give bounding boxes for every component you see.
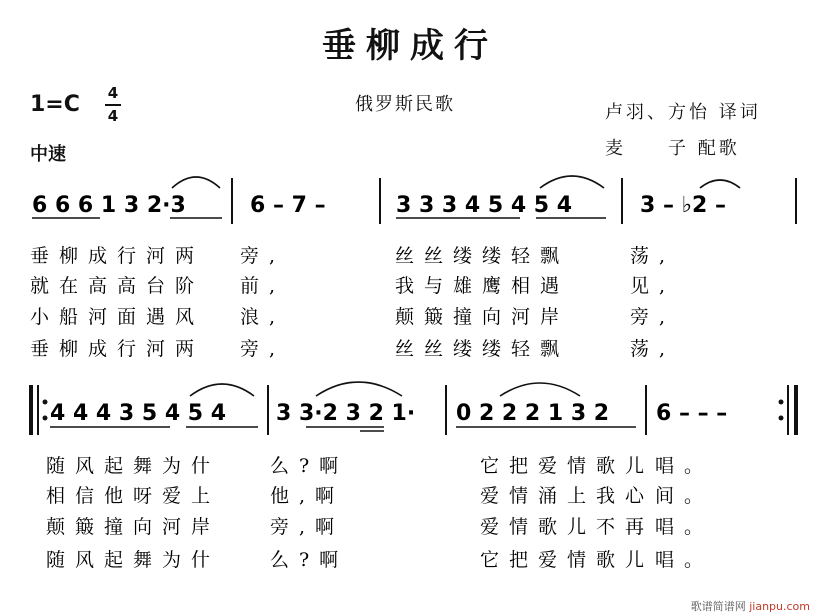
lyric-line-4-b: 旁,	[240, 338, 286, 360]
lyric-line-4-c: 丝丝缕缕轻飘	[395, 338, 570, 360]
repeat-dot	[779, 416, 784, 421]
tempo-marking: 中速	[30, 144, 66, 165]
measure-3-notes: 3 3 3 4 5 4 5 4	[396, 193, 573, 218]
song-origin: 俄罗斯民歌	[355, 94, 455, 115]
lyric-line-3-c: 颠簸撞向河岸	[395, 306, 570, 328]
repeat-dot	[779, 400, 784, 405]
lyrics-system-1	[30, 245, 675, 360]
lyric-line-1-d: 荡,	[630, 245, 676, 267]
lyric-line-5-b: 么?啊	[270, 455, 349, 477]
lyric-line-7-b: 旁,啊	[270, 516, 345, 538]
lyric-line-6-a: 相信他呀爱上	[46, 485, 221, 507]
slur	[316, 382, 402, 396]
lyric-line-2-c: 我与雄鹰相遇	[395, 275, 570, 297]
lyric-line-8-d: 唱。	[655, 549, 714, 571]
measure-4-notes: 3 – ♭2 –	[640, 193, 726, 218]
measure-8-notes: 6 – – –	[656, 401, 728, 426]
lyric-line-2-a: 就在高高台阶	[30, 275, 205, 297]
measure-7-notes: 0 2 2 2 1 3 2	[456, 401, 610, 426]
lyric-line-7-d: 唱。	[655, 516, 714, 538]
measure-2-notes: 6 – 7 –	[250, 193, 326, 218]
time-signature-bottom: 4	[107, 107, 119, 125]
slur	[540, 176, 604, 188]
lyric-line-6-b: 他,啊	[270, 485, 345, 507]
lyric-line-8-b: 么?啊	[270, 549, 349, 571]
measure-5-notes: 4 4 4 3 5 4 5 4	[50, 401, 227, 426]
lyric-line-4-a: 垂柳成行河两	[30, 338, 205, 360]
lyric-credit: 卢羽、方怡 译词	[605, 102, 761, 123]
lyric-line-5-a: 随风起舞为什	[46, 455, 221, 477]
lyric-line-5-c: 它把爱情歌儿	[480, 455, 655, 477]
lyric-line-6-c: 爱情涌上我心	[480, 485, 655, 507]
lyric-line-3-d: 旁,	[630, 306, 676, 328]
slur	[172, 177, 220, 188]
arranger-credit: 麦 子 配歌	[605, 138, 740, 159]
lyric-line-2-b: 前,	[240, 275, 286, 297]
lyric-line-5-d: 唱。	[655, 455, 714, 477]
time-signature-top: 4	[107, 84, 119, 102]
repeat-dot	[43, 416, 48, 421]
lyric-line-4-d: 荡,	[630, 338, 676, 360]
lyric-line-2-d: 见,	[630, 275, 676, 297]
repeat-dot	[43, 400, 48, 405]
song-title: 垂柳成行	[322, 26, 498, 66]
measure-1-notes: 6 6 6 1 3 2·3	[32, 193, 186, 218]
lyric-line-3-a: 小船河面遇风	[30, 306, 205, 328]
notes-system-2	[50, 401, 727, 426]
lyric-line-1-b: 旁,	[240, 245, 286, 267]
lyric-line-1-c: 丝丝缕缕轻飘	[395, 245, 570, 267]
slur	[190, 384, 254, 396]
lyrics-system-2	[46, 455, 713, 571]
lyric-line-1-a: 垂柳成行河两	[30, 245, 205, 267]
lyric-line-6-d: 间。	[655, 485, 714, 507]
lyric-line-7-a: 颠簸撞向河岸	[46, 516, 221, 538]
watermark-url: jianpu.com	[749, 600, 810, 613]
slur	[700, 180, 740, 188]
site-watermark	[691, 598, 810, 614]
lyric-line-7-c: 爱情歌儿不再	[480, 516, 655, 538]
lyric-line-3-b: 浪,	[240, 306, 286, 328]
lyric-line-8-a: 随风起舞为什	[46, 549, 221, 571]
measure-6-notes: 3 3·2 3 2 1·	[276, 401, 416, 426]
lyric-line-8-c: 它把爱情歌儿	[480, 549, 655, 571]
watermark-name: 歌谱简谱网	[690, 600, 746, 613]
key-signature: 1=C	[30, 92, 80, 117]
slur	[500, 383, 580, 396]
